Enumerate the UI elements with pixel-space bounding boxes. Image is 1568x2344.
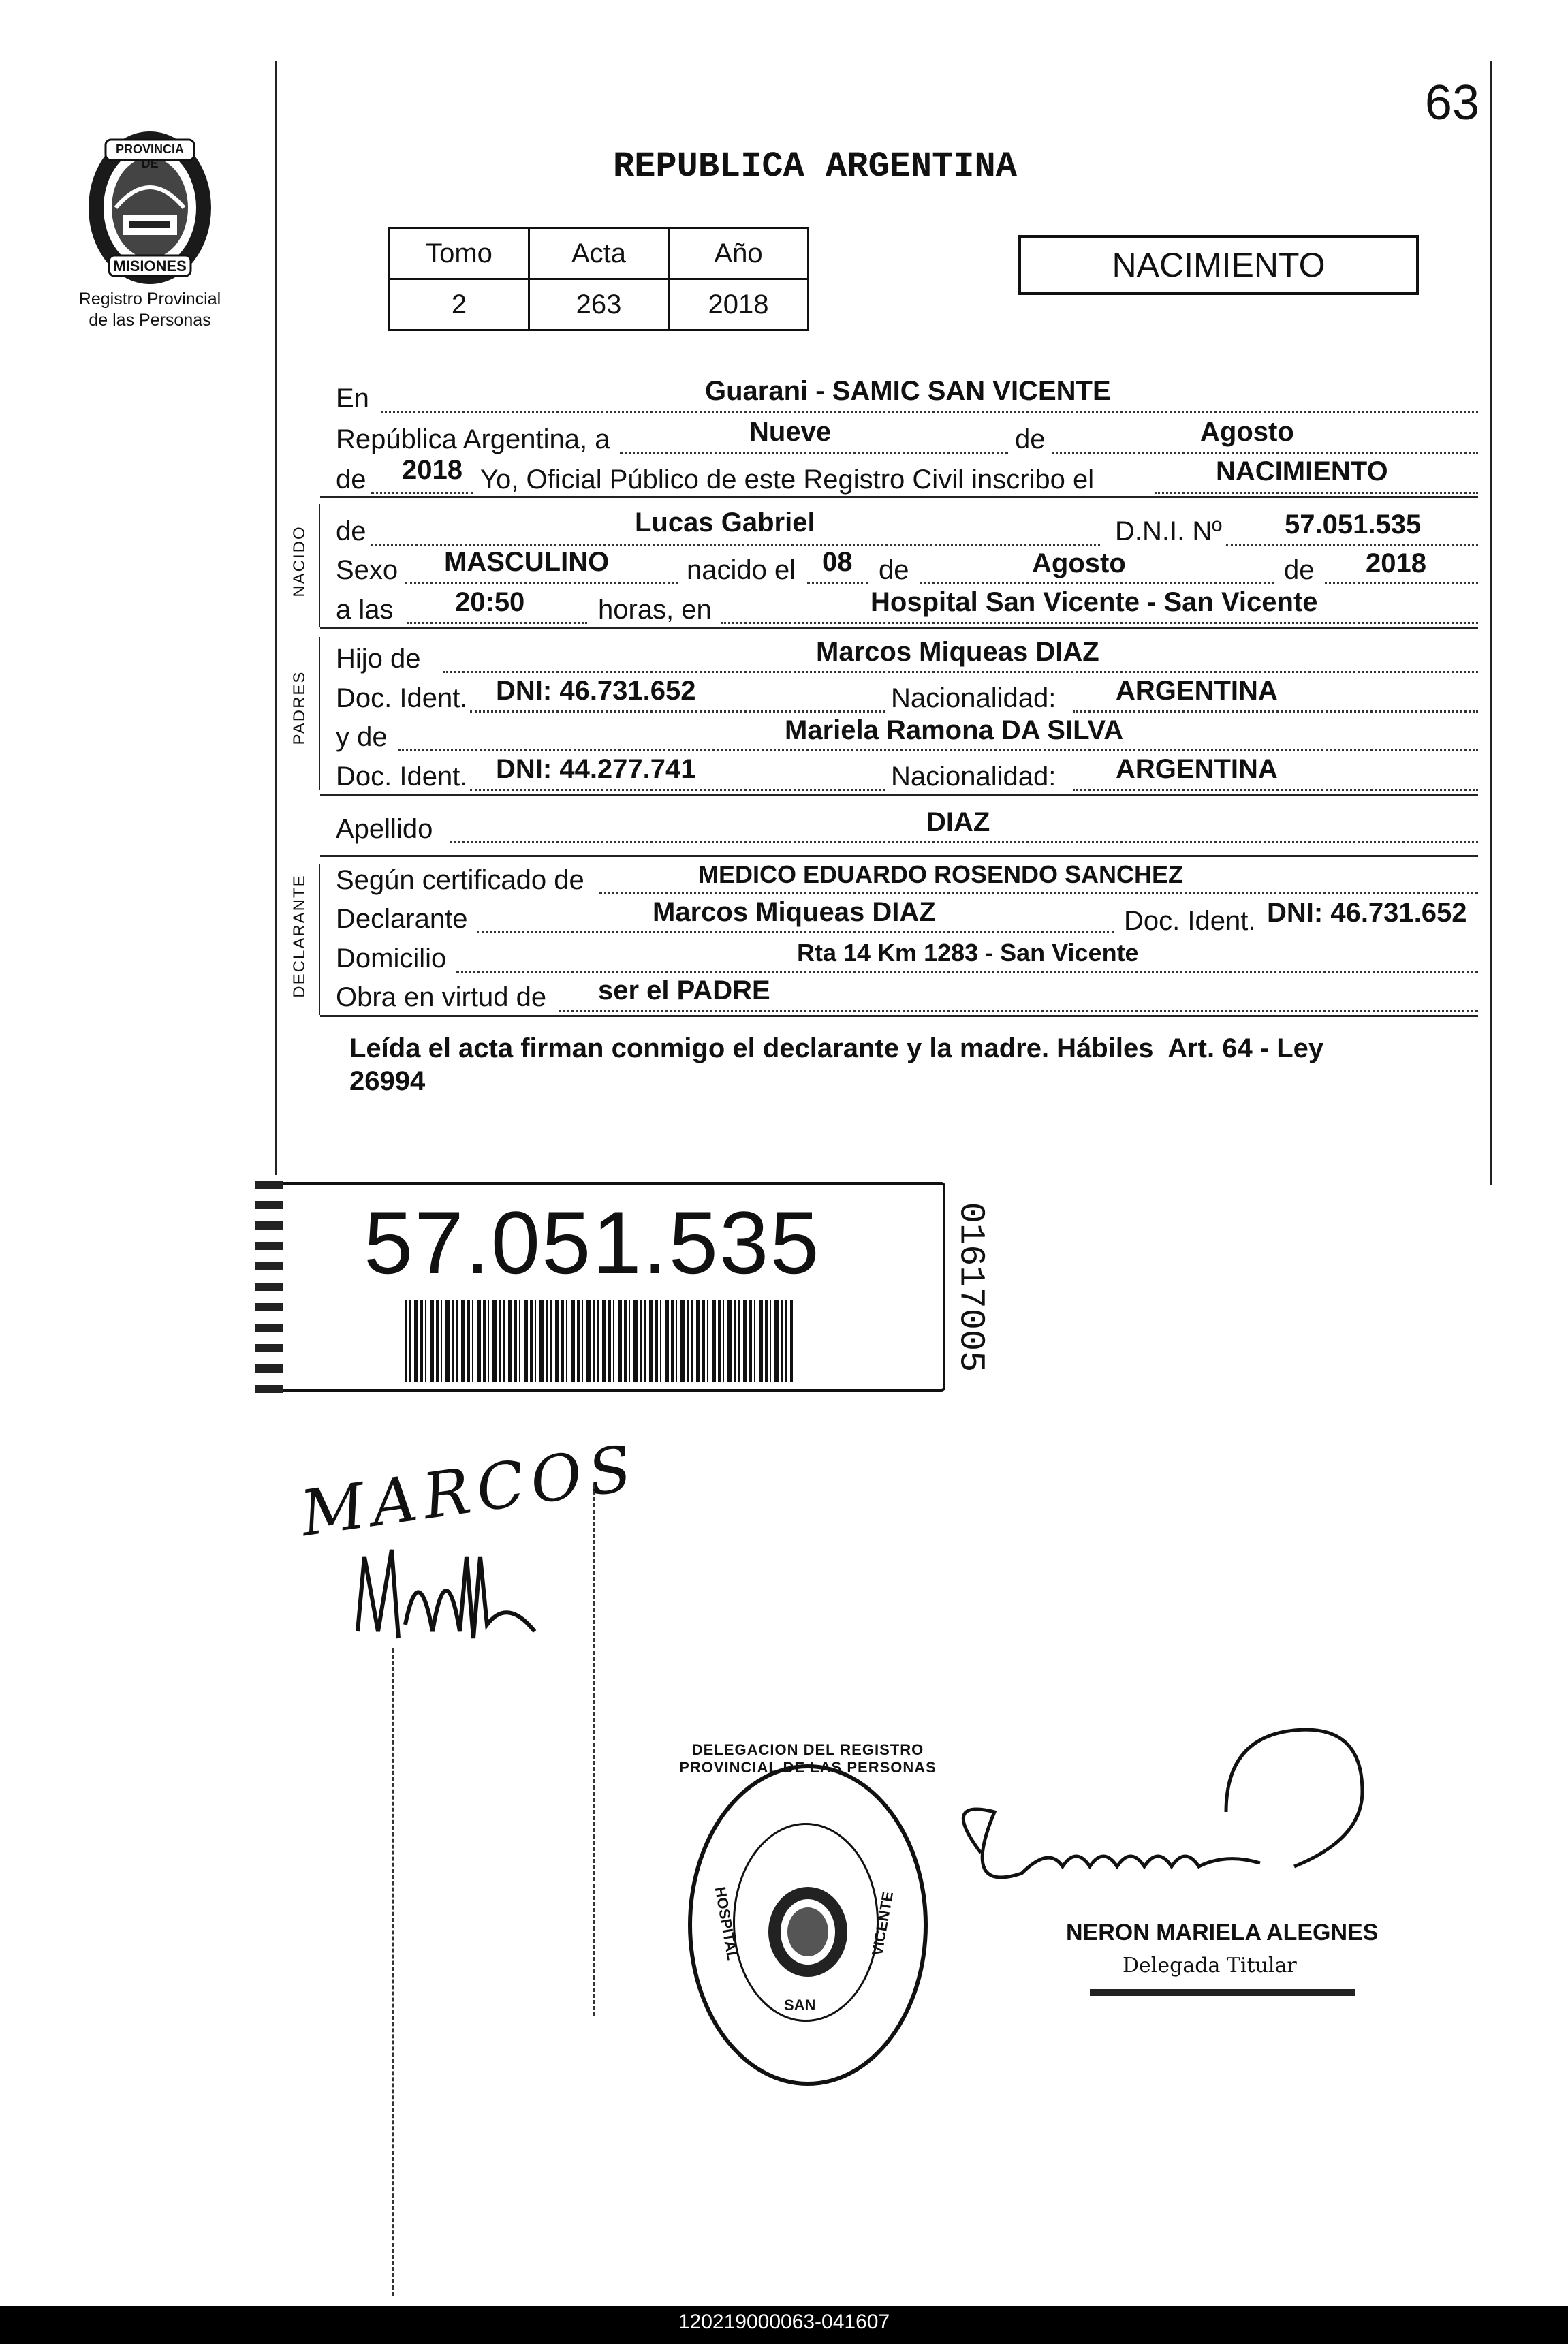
seal-ring-text: DELEGACION DEL REGISTRO PROVINCIAL DE LAS PERSONAS [679, 1741, 937, 1776]
birth-day: 08 [822, 547, 853, 577]
birth-day-rule [807, 582, 868, 584]
cert-rule [599, 892, 1478, 894]
logo-caption-1: Registro Provincial [78, 290, 221, 309]
obra-value: ser el PADRE [598, 975, 770, 1005]
de-label-1: de [1015, 424, 1046, 454]
mother-doc-rule [470, 789, 885, 791]
mother-rule [398, 749, 1478, 751]
decl-rule [477, 931, 1114, 933]
dashed-guide-mid [593, 1485, 595, 2016]
closing-line-2: 26994 [349, 1066, 426, 1096]
day-rule [620, 452, 1008, 454]
nacido-de-label-2: de [879, 555, 909, 585]
act-type-box: NACIMIENTO [1018, 235, 1419, 295]
page-number: 63 [1424, 76, 1479, 130]
official-title: Delegada Titular [1123, 1954, 1297, 1978]
value-acta: 263 [529, 279, 669, 330]
header-tomo: Tomo [390, 228, 529, 279]
father-nat-rule [1073, 710, 1478, 713]
birth-year: 2018 [1366, 548, 1426, 578]
year-value: 2018 [402, 455, 462, 485]
sticker-barcode [405, 1300, 793, 1382]
month-rule [1052, 452, 1478, 454]
logo-ring-bottom: MISIONES [113, 257, 187, 275]
father-rule [443, 671, 1478, 673]
cert-label: Según certificado de [336, 865, 584, 895]
mother-nat-label: Nacionalidad: [891, 762, 1056, 792]
seal-emblem-icon [764, 1884, 852, 1980]
footer-code: 120219000063-041607 [678, 2311, 890, 2333]
decl-doc-label: Doc. Ident. [1124, 906, 1256, 936]
day-value: Nueve [749, 417, 832, 447]
cert-value: MEDICO EDUARDO ROSENDO SANCHEZ [698, 860, 1184, 888]
birth-month: Agosto [1032, 548, 1126, 578]
a-las-label: a las [336, 595, 394, 625]
horas-label: horas, en [598, 595, 712, 625]
sexo-rule [405, 582, 678, 584]
sticker-number: 57.051.535 [364, 1193, 821, 1292]
mother-nationality: ARGENTINA [1116, 754, 1278, 784]
padres-section-label: PADRES [290, 670, 309, 745]
header-anio: Año [669, 228, 809, 279]
handwritten-name: MARCOS [296, 1431, 643, 1551]
padres-bracket [319, 637, 320, 790]
reference-table [388, 227, 809, 331]
dom-value: Rta 14 Km 1283 - San Vicente [797, 939, 1139, 967]
father-name: Marcos Miqueas DIAZ [816, 637, 1099, 667]
act-value: NACIMIENTO [1216, 456, 1388, 486]
father-doc: DNI: 46.731.652 [496, 676, 696, 706]
dni-rule [1226, 544, 1478, 546]
document-title: REPUBLICA ARGENTINA [613, 146, 1017, 187]
value-anio: 2018 [669, 279, 809, 330]
sticker-side-number: 01617005 [950, 1202, 991, 1373]
nacido-de-label-3: de [1284, 555, 1315, 585]
apellido-rule [450, 841, 1478, 843]
header-acta: Acta [529, 228, 669, 279]
mother-name: Mariela Ramona DA SILVA [785, 715, 1124, 745]
republica-label: República Argentina, a [336, 424, 610, 454]
sticker-left-edge [255, 1175, 283, 1393]
mother-doc-label: Doc. Ident. [336, 762, 468, 792]
child-dni: 57.051.535 [1285, 510, 1422, 540]
dni-label: D.N.I. Nº [1115, 516, 1222, 546]
seal-inner-bottom: SAN [784, 1997, 816, 2014]
apellido-label: Apellido [336, 814, 433, 844]
right-border-line [1490, 61, 1492, 1185]
padres-top-rule [320, 627, 1478, 629]
mother-nat-rule [1073, 789, 1478, 791]
obra-rule [559, 1010, 1478, 1012]
nacido-top-rule [320, 496, 1478, 498]
official-name: NERON MARIELA ALEGNES [1066, 1920, 1379, 1945]
seal-inner-left: HOSPITAL [711, 1885, 742, 1963]
nacido-de-label: de [336, 516, 366, 546]
apellido-bottom-rule [320, 855, 1478, 857]
year-rule [371, 492, 473, 494]
left-signature [344, 1529, 548, 1666]
en-label: En [336, 384, 369, 413]
birth-time: 20:50 [455, 587, 525, 617]
decl-label: Declarante [336, 904, 468, 934]
declarante-bracket [319, 864, 320, 1015]
nacido-section-label: NACIDO [290, 525, 309, 597]
declarante-bottom-rule [320, 1015, 1478, 1017]
dom-rule [456, 971, 1478, 973]
en-rule [381, 411, 1478, 413]
sexo-label: Sexo [336, 555, 398, 585]
name-rule [371, 544, 1100, 546]
decl-doc: DNI: 46.731.652 [1267, 898, 1467, 928]
value-tomo: 2 [390, 279, 529, 330]
place-rule [721, 622, 1478, 624]
official-seal [679, 1741, 937, 2086]
registry-logo [82, 126, 218, 290]
obra-label: Obra en virtud de [336, 982, 547, 1012]
apellido-value: DIAZ [926, 807, 990, 837]
year-prefix: de [336, 465, 366, 495]
birth-place: Hospital San Vicente - San Vicente [871, 587, 1318, 617]
father-doc-rule [470, 710, 885, 713]
dashed-guide-left [392, 1648, 394, 2296]
official-stamp-line [1090, 1989, 1355, 1996]
father-nat-label: Nacionalidad: [891, 683, 1056, 713]
logo-caption-2: de las Personas [89, 311, 211, 330]
margin-line [275, 61, 277, 1185]
seal-inner-right: VICENTE [868, 1890, 897, 1958]
father-doc-label: Doc. Ident. [336, 683, 468, 713]
en-value: Guarani - SAMIC SAN VICENTE [705, 376, 1111, 406]
month-value: Agosto [1200, 417, 1294, 447]
closing-line-1: Leída el acta firman conmigo el declarante y la madre. Hábiles Art. 64 - Ley [349, 1033, 1324, 1063]
dom-label: Domicilio [336, 943, 447, 973]
declarante-section-label: DECLARANTE [290, 874, 309, 998]
officer-text: Yo, Oficial Público de este Registro Civil inscribo el [480, 465, 1095, 495]
nacido-el-label: nacido el [687, 555, 796, 585]
padres-bottom-rule [320, 794, 1478, 796]
logo-ring-top: PROVINCIA DE [115, 142, 184, 170]
decl-value: Marcos Miqueas DIAZ [653, 897, 936, 927]
y-de-label: y de [336, 722, 388, 752]
official-signature [940, 1717, 1396, 1921]
hijo-de-label: Hijo de [336, 644, 421, 674]
time-rule [407, 622, 587, 624]
id-sticker [259, 1182, 945, 1392]
nacido-bracket [319, 504, 320, 627]
act-rule [1155, 492, 1478, 494]
mother-doc: DNI: 44.277.741 [496, 754, 696, 784]
sexo-value: MASCULINO [444, 547, 610, 577]
father-nationality: ARGENTINA [1116, 676, 1278, 706]
birth-year-rule [1325, 582, 1478, 584]
child-name: Lucas Gabriel [635, 507, 815, 537]
birth-month-rule [920, 582, 1274, 584]
